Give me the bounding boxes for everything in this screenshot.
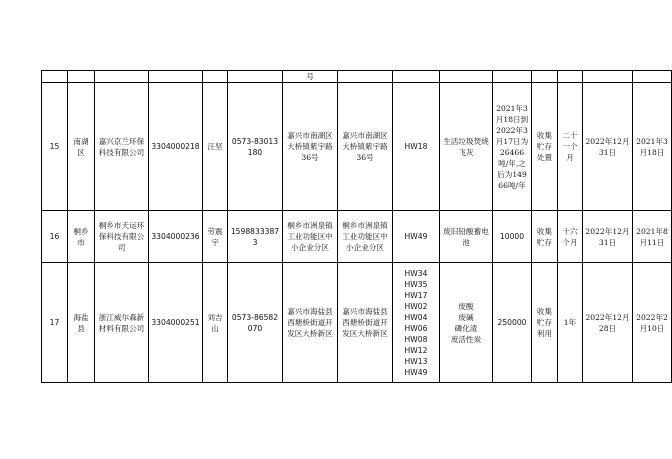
company-name: 嘉兴京兰环保科技有限公司 <box>95 83 149 211</box>
table-row <box>42 263 672 383</box>
issue-date: 2022年2月10日 <box>633 263 672 383</box>
end-date: 2022年12月28日 <box>583 263 633 383</box>
waste-name: 生活垃圾焚烧飞灰 <box>443 136 489 157</box>
business-address: 嘉兴市海盐县西塘桥街道开发区大桥新区 <box>283 263 338 383</box>
capacity: 2021年3月18日到2022年3月17日为26466吨/年,之后为14966吨/年 <box>493 83 532 211</box>
waste-code: HW49 <box>404 232 428 241</box>
waste-code: HW35 <box>404 279 428 289</box>
company-name: 桐乡市天运环保科技有限公司 <box>95 211 149 263</box>
waste-name: 废碱 <box>458 312 474 322</box>
row-index: 16 <box>42 211 68 263</box>
capacity: 250000 <box>493 263 532 383</box>
waste-code: HW12 <box>404 345 428 355</box>
waste-code: HW13 <box>404 356 428 366</box>
waste-code: HW02 <box>404 301 428 311</box>
waste-names <box>440 83 493 211</box>
district: 南湖区 <box>68 83 95 211</box>
operation-mode: 收集贮存 <box>532 211 558 263</box>
license-number: 3304000236 <box>149 211 203 263</box>
phone-number: 0573-83013180 <box>228 83 283 211</box>
phone-number: 15988333873 <box>228 211 283 263</box>
waste-code: HW17 <box>404 290 428 300</box>
validity-period: 十六个月 <box>558 211 583 263</box>
waste-codes <box>393 211 440 263</box>
business-address: 嘉兴市南湖区大桥镇紫宇路36号 <box>283 83 338 211</box>
license-number: 3304000251 <box>149 263 203 383</box>
phone-number: 0573-86582070 <box>228 263 283 383</box>
contact-person: 劳震宇 <box>203 211 228 263</box>
license-table <box>41 70 672 383</box>
waste-names <box>440 263 493 383</box>
contact-person: 刘吉山 <box>203 263 228 383</box>
waste-names <box>440 211 493 263</box>
operation-mode: 收集贮存处置 <box>532 83 558 211</box>
issue-date: 2021年8月11日 <box>633 211 672 263</box>
facility-address: 嘉兴市海盐县西塘桥街道开发区大桥新区 <box>338 263 393 383</box>
facility-address: 嘉兴市南湖区大桥镇紫宇路36号 <box>338 83 393 211</box>
waste-codes <box>393 83 440 211</box>
company-name: 浙江威尔森新材料有限公司 <box>95 263 149 383</box>
end-date: 2022年12月31日 <box>583 211 633 263</box>
contact-person: 汪坚 <box>203 83 228 211</box>
continued-cell-fragment: 号 <box>283 71 338 83</box>
table-row <box>42 83 672 211</box>
waste-code: HW06 <box>404 323 428 333</box>
table-row <box>42 71 672 83</box>
district: 海盐县 <box>68 263 95 383</box>
waste-name: 磷化渣 <box>454 323 478 333</box>
row-index: 17 <box>42 263 68 383</box>
issue-date: 2021年3月18日 <box>633 83 672 211</box>
waste-name: 废酸 <box>458 301 474 311</box>
facility-address: 桐乡市洲泉镇工业功能区中小企业分区 <box>338 211 393 263</box>
waste-code: HW34 <box>404 268 428 278</box>
validity-period: 1年 <box>558 263 583 383</box>
capacity: 10000 <box>493 211 532 263</box>
validity-period: 二十一个月 <box>558 83 583 211</box>
district: 桐乡市 <box>68 211 95 263</box>
waste-code: HW04 <box>404 312 428 322</box>
operation-mode: 收集贮存利用 <box>532 263 558 383</box>
waste-code: HW18 <box>404 142 428 151</box>
waste-codes <box>393 263 440 383</box>
table-row <box>42 211 672 263</box>
row-index: 15 <box>42 83 68 211</box>
waste-name: 废旧铅酸蓄电池 <box>443 226 489 247</box>
waste-code: HW49 <box>404 367 428 377</box>
waste-code: HW08 <box>404 334 428 344</box>
business-address: 桐乡市洲泉镇工业功能区中小企业分区 <box>283 211 338 263</box>
waste-name: 废活性炭 <box>450 334 482 344</box>
end-date: 2022年12月31日 <box>583 83 633 211</box>
license-number: 3304000218 <box>149 83 203 211</box>
